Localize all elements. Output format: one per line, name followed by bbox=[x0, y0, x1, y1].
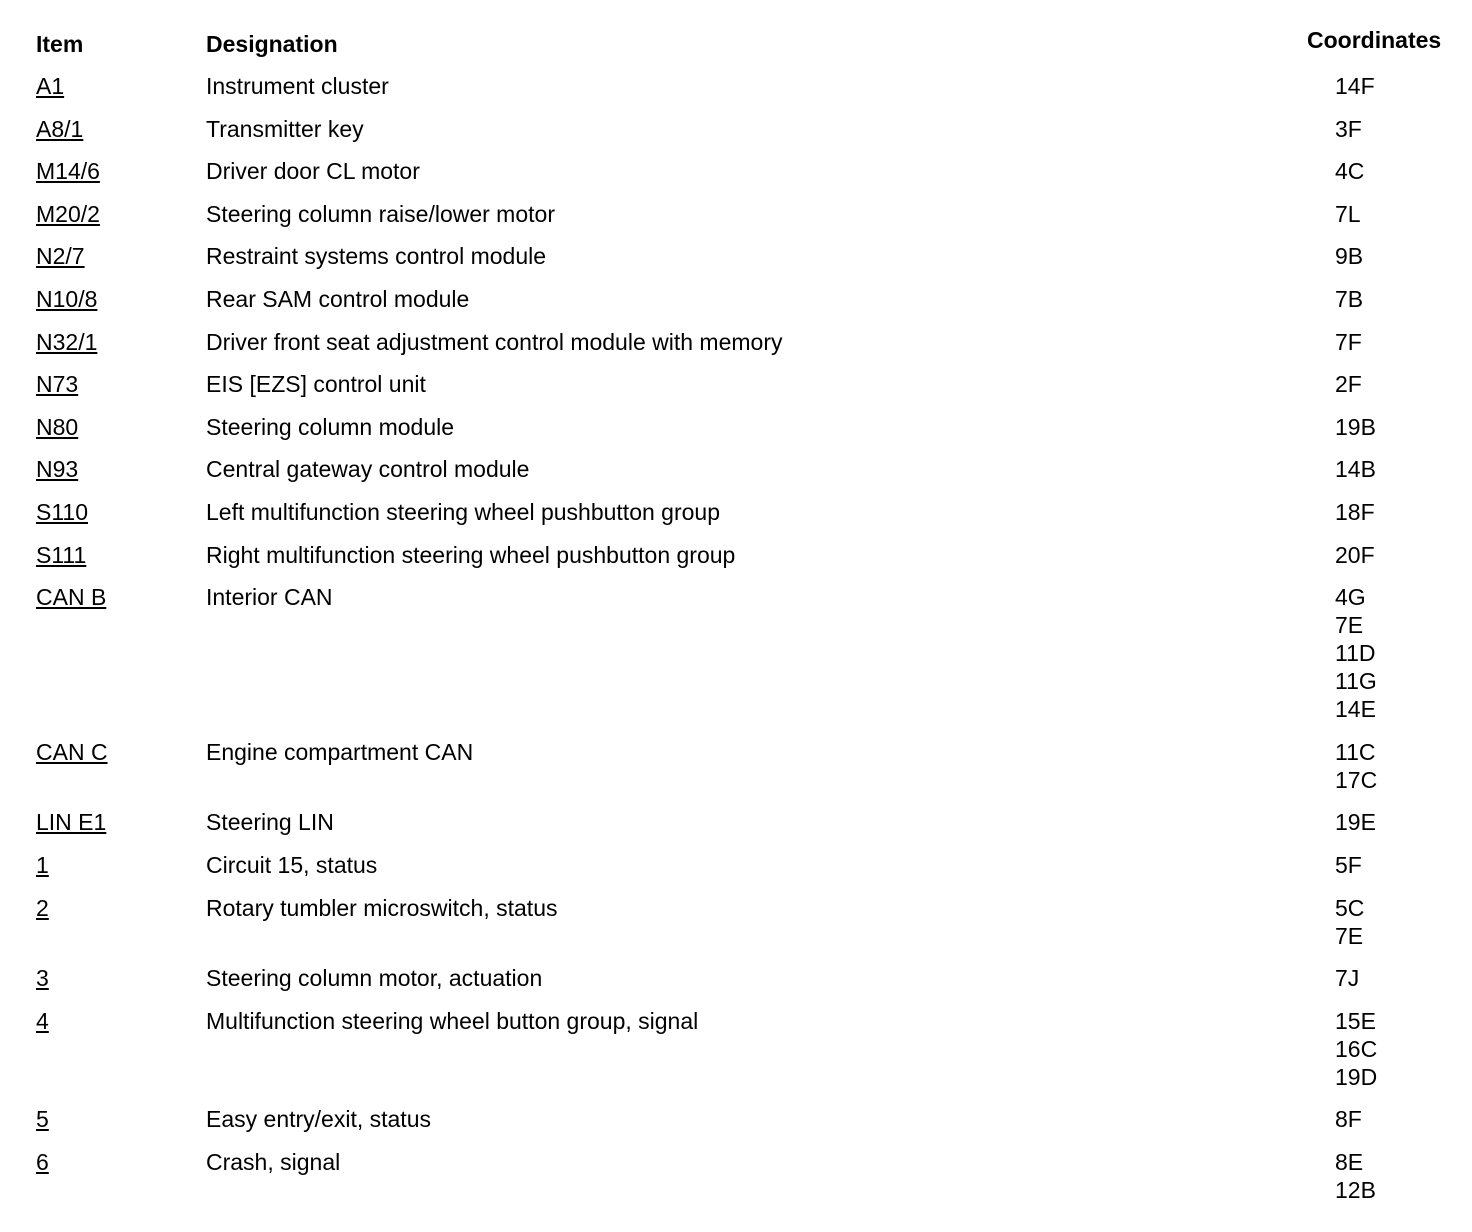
designation-text: Rear SAM control module bbox=[206, 286, 470, 312]
coordinate-value: 7E bbox=[1335, 922, 1364, 949]
coordinate-value: 11C bbox=[1335, 738, 1376, 765]
designation-text: Transmitter key bbox=[206, 115, 364, 142]
coordinates-cell bbox=[1335, 1007, 1377, 1091]
item-link[interactable]: A1 bbox=[36, 73, 65, 99]
coordinate-value: 20F bbox=[1335, 541, 1375, 568]
coordinate-value: 4G bbox=[1335, 584, 1366, 611]
coordinates-cell bbox=[1335, 157, 1364, 185]
designation-text: Restraint systems control module bbox=[206, 243, 547, 270]
coordinate-value: 12B bbox=[1335, 1177, 1376, 1203]
coordinate-value: 2F bbox=[1335, 371, 1362, 398]
coordinates-cell bbox=[1335, 808, 1376, 836]
designation-text: Steering column raise/lower motor bbox=[206, 200, 555, 227]
coordinate-value: 8F bbox=[1335, 1106, 1362, 1133]
designation-text: Steering column module bbox=[206, 413, 455, 440]
item-link[interactable]: M14/6 bbox=[36, 158, 100, 185]
coordinates-cell bbox=[1335, 370, 1362, 398]
coordinate-value: 15E bbox=[1335, 1007, 1376, 1034]
coordinate-value: 7L bbox=[1335, 200, 1361, 227]
coordinates-cell bbox=[1335, 72, 1375, 100]
item-link[interactable]: 6 bbox=[36, 1149, 49, 1175]
coordinates-cell bbox=[1335, 851, 1362, 879]
item-link[interactable]: S110 bbox=[36, 499, 89, 525]
coordinates-cell bbox=[1335, 541, 1375, 569]
coordinates-cell bbox=[1335, 738, 1377, 794]
item-link[interactable]: N93 bbox=[36, 456, 79, 483]
item-link[interactable]: 5 bbox=[36, 1106, 49, 1133]
header-coordinates: Coordinates bbox=[1307, 27, 1442, 53]
coordinates-cell bbox=[1335, 285, 1363, 313]
coordinate-value: 17C bbox=[1335, 766, 1378, 793]
item-link[interactable]: M20/2 bbox=[36, 200, 100, 227]
item-link[interactable]: 1 bbox=[36, 852, 49, 878]
coordinate-value: 9B bbox=[1335, 243, 1364, 270]
designation-text: Central gateway control module bbox=[206, 456, 530, 483]
coordinates-cell bbox=[1335, 455, 1376, 483]
coordinates-cell bbox=[1335, 115, 1362, 143]
header-item: Item bbox=[36, 31, 84, 57]
coordinate-value: 7F bbox=[1335, 328, 1362, 355]
coordinate-value: 8E bbox=[1335, 1149, 1364, 1175]
coordinate-value: 7J bbox=[1335, 965, 1360, 992]
item-link[interactable]: LIN E1 bbox=[36, 809, 107, 836]
coordinates-cell bbox=[1335, 583, 1377, 723]
coordinate-value: 7B bbox=[1335, 286, 1364, 312]
coordinates-cell bbox=[1335, 242, 1363, 270]
designation-text: Driver front seat adjustment control module with memory bbox=[206, 328, 783, 355]
coordinate-value: 14E bbox=[1335, 696, 1376, 723]
coordinates-cell bbox=[1335, 498, 1375, 526]
designation-text: Crash, signal bbox=[206, 1149, 341, 1175]
item-link[interactable]: A8/1 bbox=[36, 115, 84, 142]
designation-text: Driver door CL motor bbox=[206, 158, 420, 185]
coordinates-cell bbox=[1335, 1148, 1376, 1204]
coordinate-value: 16C bbox=[1335, 1035, 1378, 1062]
item-link[interactable]: N73 bbox=[36, 371, 79, 398]
coordinates-cell bbox=[1335, 413, 1376, 441]
item-link[interactable]: CAN B bbox=[36, 584, 107, 611]
coordinate-value: 5C bbox=[1335, 894, 1365, 921]
coordinates-cell bbox=[1335, 964, 1359, 992]
item-link[interactable]: N10/8 bbox=[36, 286, 98, 312]
item-link[interactable]: N80 bbox=[36, 413, 79, 440]
designation-text: Rotary tumbler microswitch, status bbox=[206, 894, 558, 921]
coordinates-cell bbox=[1335, 200, 1361, 228]
item-link[interactable]: S111 bbox=[36, 541, 87, 568]
coordinate-value: 19B bbox=[1335, 413, 1376, 440]
coordinate-value: 11G bbox=[1335, 668, 1377, 695]
coordinate-value: 19E bbox=[1335, 809, 1376, 836]
coordinate-value: 4C bbox=[1335, 158, 1365, 185]
coordinate-value: 7E bbox=[1335, 612, 1364, 639]
designation-text: Circuit 15, status bbox=[206, 852, 378, 878]
item-link[interactable]: CAN C bbox=[36, 738, 108, 765]
designation-text: Interior CAN bbox=[206, 584, 333, 611]
item-link[interactable]: N2/7 bbox=[36, 243, 85, 270]
coordinate-value: 11D bbox=[1335, 640, 1376, 667]
coordinate-value: 14F bbox=[1335, 73, 1375, 99]
item-link[interactable]: 4 bbox=[36, 1007, 49, 1034]
designation-text: Multifunction steering wheel button group, signal bbox=[206, 1007, 699, 1034]
coordinate-value: 3F bbox=[1335, 115, 1362, 142]
designation-text: Steering column motor, actuation bbox=[206, 965, 543, 992]
header-designation: Designation bbox=[206, 31, 338, 57]
item-link[interactable]: 2 bbox=[36, 894, 49, 921]
coordinate-value: 19D bbox=[1335, 1063, 1378, 1090]
designation-text: Easy entry/exit, status bbox=[206, 1106, 431, 1133]
item-link[interactable]: N32/1 bbox=[36, 328, 98, 355]
designation-text: Steering LIN bbox=[206, 809, 334, 836]
coordinates-cell bbox=[1335, 894, 1364, 950]
item-link[interactable]: 3 bbox=[36, 965, 49, 992]
coordinates-cell bbox=[1335, 328, 1362, 356]
coordinate-value: 5F bbox=[1335, 852, 1362, 878]
designation-text: EIS [EZS] control unit bbox=[206, 371, 426, 398]
designation-text: Left multifunction steering wheel pushbutton group bbox=[206, 499, 720, 525]
coordinates-cell bbox=[1335, 1105, 1362, 1133]
coordinate-value: 14B bbox=[1335, 456, 1376, 483]
designation-text: Instrument cluster bbox=[206, 73, 389, 99]
coordinate-value: 18F bbox=[1335, 499, 1375, 525]
designation-text: Engine compartment CAN bbox=[206, 738, 474, 765]
designation-text: Right multifunction steering wheel pushbutton group bbox=[206, 541, 736, 568]
